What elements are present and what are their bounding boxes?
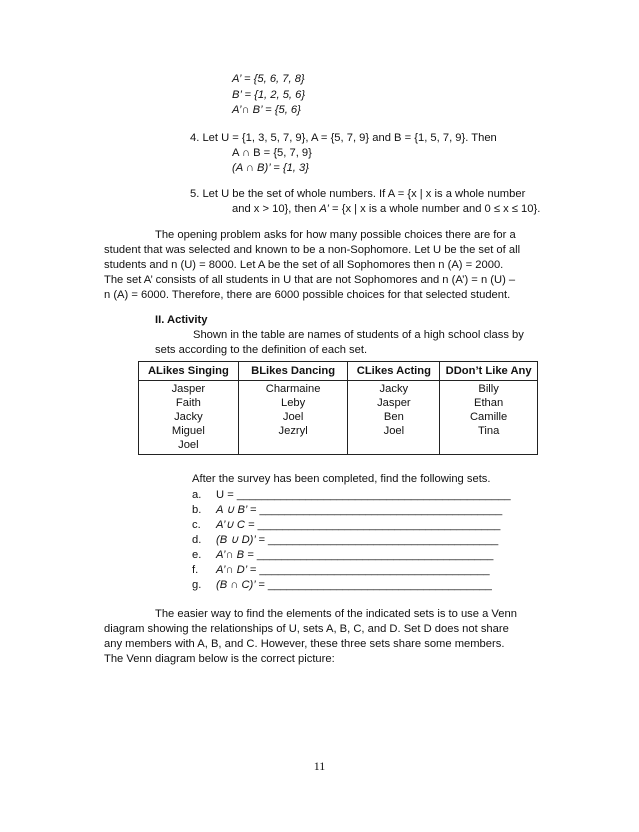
item4-line3: (A ∩ B)’ = {1, 3} <box>232 162 309 174</box>
student-name: Jezryl <box>278 425 308 437</box>
item-expression: A’∩ B = <box>216 549 257 561</box>
student-name: Ethan <box>473 397 504 409</box>
activity-heading: II. Activity <box>155 314 208 326</box>
student-name: Joel <box>282 411 304 423</box>
item-label: a. <box>192 489 202 501</box>
answer-blank[interactable]: _____________________________________ <box>259 564 490 576</box>
item5-line1: 5. Let U be the set of whole numbers. If A = {x | x is a whole number <box>190 188 526 200</box>
exercise-item-b <box>192 503 502 517</box>
paragraph1-line5: n (A) = 6000. Therefore, there are 6000 possible choices for that selected student. <box>104 289 511 301</box>
item-expression: U = <box>216 489 237 501</box>
item5-line2 <box>232 202 540 216</box>
paragraph2-line1: The easier way to find the elements of the indicated sets is to use a Venn <box>155 608 517 620</box>
column-c-names <box>348 381 440 455</box>
item-label: b. <box>192 504 202 516</box>
table-header-row <box>139 362 538 381</box>
answer-blank[interactable]: ______________________________________ <box>256 549 494 561</box>
header-label: Likes Acting <box>364 365 431 377</box>
exercise-intro: After the survey has been completed, find the following sets. <box>192 473 491 485</box>
item-label: c. <box>192 519 201 531</box>
student-name: Camille <box>469 411 508 423</box>
answer-blank[interactable]: ____________________________________ <box>267 579 492 591</box>
header-d <box>440 362 538 381</box>
exercise-item-a <box>192 488 511 502</box>
item5-line2-a: and x > 10}, then <box>232 203 320 215</box>
header-label: Likes Dancing <box>259 365 336 377</box>
paragraph1-line4: The set A’ consists of all students in U that are not Sophomores and n (A’) = n (U) – <box>104 274 516 286</box>
item-expression: (B ∪ D)’ = <box>216 534 269 546</box>
item-label: e. <box>192 549 202 561</box>
header-letter: A <box>147 365 157 377</box>
answer-blank[interactable]: _____________________________________ <box>268 534 499 546</box>
student-name: Jacky <box>379 383 409 395</box>
item5-line2-b: A’ <box>319 203 329 215</box>
header-a <box>139 362 239 381</box>
student-name: Joel <box>178 439 199 451</box>
item4-line2: A ∩ B = {5, 7, 9} <box>232 147 312 159</box>
item-label: d. <box>192 534 202 546</box>
header-letter: D <box>445 365 454 377</box>
header-label: Likes Singing <box>156 365 229 377</box>
exercise-item-g <box>192 578 492 592</box>
item-label: g. <box>192 579 202 591</box>
answer-blank[interactable]: _______________________________________ <box>257 519 501 531</box>
exercise-item-d <box>192 533 498 547</box>
student-name: Tina <box>477 425 500 437</box>
a-complement-statement: A’ = {5, 6, 7, 8} <box>232 73 305 85</box>
student-name: Faith <box>175 397 201 409</box>
item5-line2-c: = {x | x is a whole number and 0 ≤ x ≤ 10}. <box>328 203 541 215</box>
header-c <box>348 362 440 381</box>
exercise-item-f <box>192 563 490 577</box>
activity-line2: sets according to the definition of each set. <box>155 344 368 356</box>
paragraph2-line2: diagram showing the relationships of U, sets A, B, C, and D. Set D does not share <box>104 623 509 635</box>
student-name: Billy <box>478 383 499 395</box>
student-name: Miguel <box>171 425 205 437</box>
paragraph2-line3: any members with A, B, and C. However, these three sets share some members. <box>104 638 505 650</box>
exercise-item-e <box>192 548 493 562</box>
activity-line1: Shown in the table are names of students of a high school class by <box>193 329 524 341</box>
answer-blank[interactable]: ____________________________________________ <box>236 489 511 501</box>
b-complement-statement: B’ = {1, 2, 5, 6} <box>232 89 306 101</box>
answer-blank[interactable]: _______________________________________ <box>259 504 503 516</box>
student-name: Ben <box>383 411 404 423</box>
paragraph1-line3: students and n (U) = 8000. Let A be the set of all Sophomores then n (A) = 2000. <box>104 259 504 271</box>
student-name: Leby <box>280 397 306 409</box>
intersection-statement: A’∩ B’ = {5, 6} <box>232 104 301 116</box>
column-b-names <box>238 381 348 455</box>
student-name: Charmaine <box>265 383 321 395</box>
student-name: Jasper <box>171 383 206 395</box>
item-expression: (B ∩ C)’ = <box>216 579 268 591</box>
item-expression: A’∪ C = <box>216 519 258 531</box>
item-expression: A’∩ D’ = <box>216 564 260 576</box>
header-b <box>238 362 348 381</box>
paragraph1-line2: student that was selected and known to be a non-Sophomore. Let U be the set of all <box>104 244 521 256</box>
student-name: Jasper <box>377 397 411 409</box>
exercise-item-c <box>192 518 500 532</box>
item-expression: A ∪ B’ = <box>216 504 260 516</box>
header-letter: B <box>251 365 260 377</box>
table-row <box>139 381 538 455</box>
header-label: Don’t Like Any <box>453 365 532 377</box>
column-a-names <box>139 381 239 455</box>
header-letter: C <box>356 365 365 377</box>
paragraph2-line4: The Venn diagram below is the correct picture: <box>104 653 335 665</box>
item4-line1: 4. Let U = {1, 3, 5, 7, 9}, A = {5, 7, 9} and B = {1, 5, 7, 9}. Then <box>190 132 497 144</box>
student-sets-table <box>138 361 538 455</box>
paragraph1-line1: The opening problem asks for how many possible choices there are for a <box>155 229 516 241</box>
student-name: Joel <box>383 425 405 437</box>
student-name: Jacky <box>174 411 203 423</box>
column-d-names <box>440 381 538 455</box>
page-number: 11 <box>313 759 326 773</box>
item-label: f. <box>192 564 199 576</box>
